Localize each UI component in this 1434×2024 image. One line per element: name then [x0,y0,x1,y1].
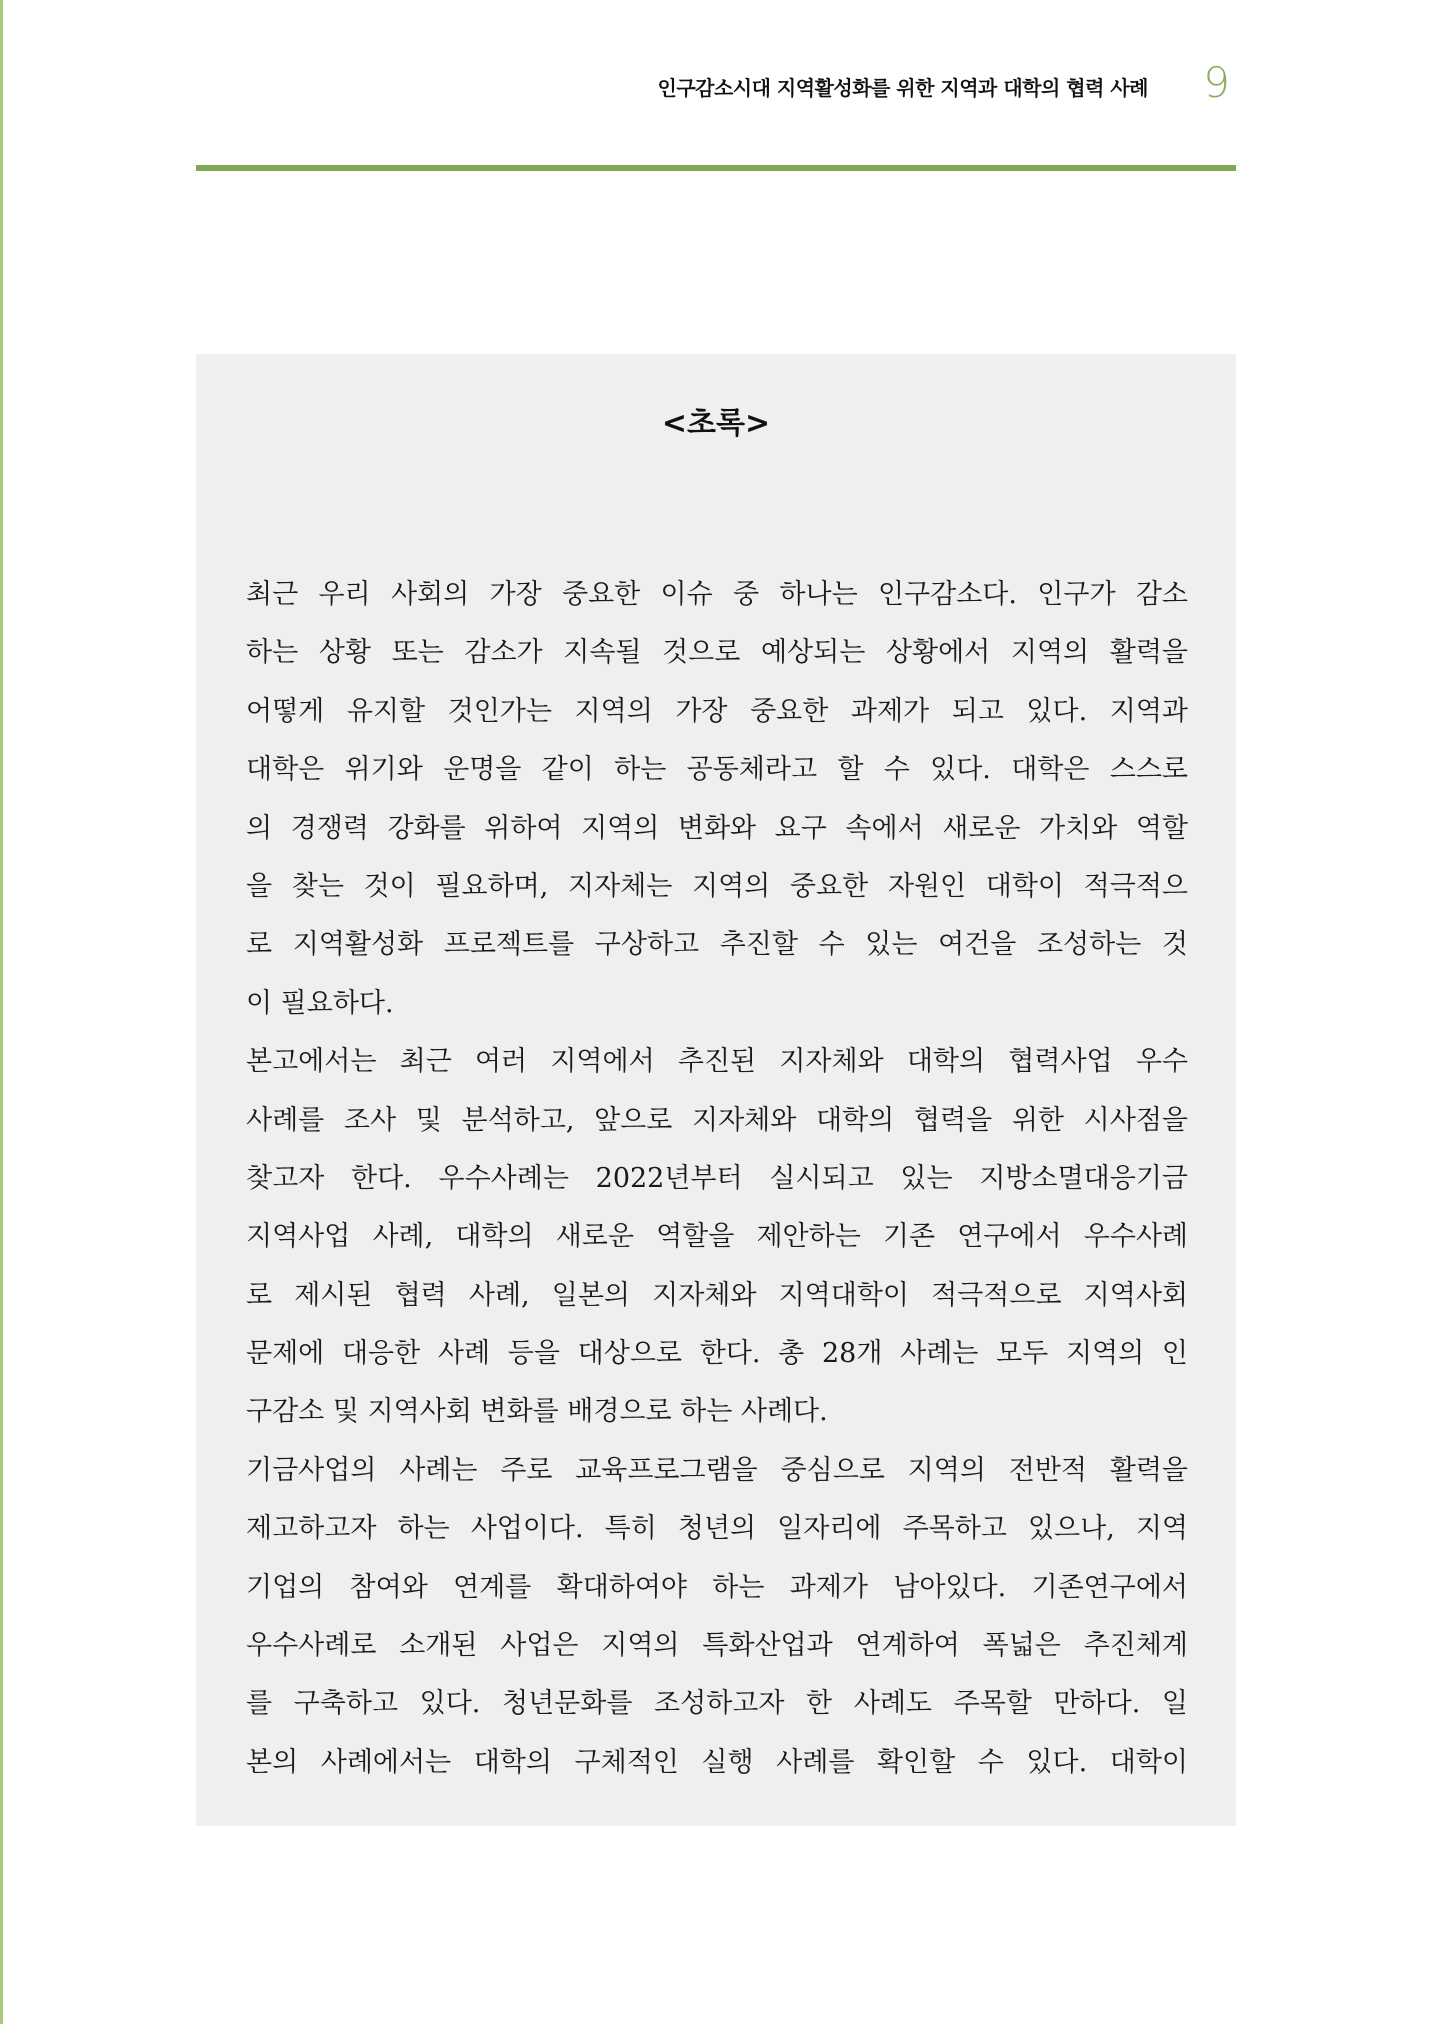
running-title: 인구감소시대 지역활성화를 위한 지역과 대학의 협력 사례 [657,76,1148,100]
abstract-line: 이 필요하다. [246,987,394,1019]
header-divider [196,165,1236,171]
abstract-line: 문제에 대응한 사례 등을 대상으로 한다. 총 28개 사례는 모두 지역의 인 [246,1338,1188,1370]
abstract-line: 기금사업의 사례는 주로 교육프로그램을 중심으로 지역의 전반적 활력을 [246,1454,1188,1486]
abstract-body [246,566,1188,1792]
abstract-line: 지역사업 사례, 대학의 새로운 역할을 제안하는 기존 연구에서 우수사례 [246,1221,1188,1253]
abstract-line: 로 지역활성화 프로젝트를 구상하고 추진할 수 있는 여건을 조성하는 것 [246,929,1188,961]
abstract-line: 구감소 및 지역사회 변화를 배경으로 하는 사례다. [246,1396,828,1428]
abstract-line: 하는 상황 또는 감소가 지속될 것으로 예상되는 상황에서 지역의 활력을 [246,637,1188,669]
abstract-line: 를 구축하고 있다. 청년문화를 조성하고자 한 사례도 주목할 만하다. 일 [246,1688,1188,1720]
abstract-line: 찾고자 한다. 우수사례는 2022년부터 실시되고 있는 지방소멸대응기금 [246,1162,1188,1194]
abstract-line: 로 제시된 협력 사례, 일본의 지자체와 지역대학이 적극적으로 지역사회 [246,1279,1188,1311]
abstract-line: 제고하고자 하는 사업이다. 특히 청년의 일자리에 주목하고 있으나, 지역 [246,1513,1188,1545]
abstract-line: 어떻게 유지할 것인가는 지역의 가장 중요한 과제가 되고 있다. 지역과 [246,695,1188,727]
page-number: 9 [1203,58,1230,107]
abstract-line: 사례를 조사 및 분석하고, 앞으로 지자체와 대학의 협력을 위한 시사점을 [246,1104,1188,1136]
left-margin-rule [0,0,3,2024]
abstract-line: 의 경쟁력 강화를 위하여 지역의 변화와 요구 속에서 새로운 가치와 역할 [246,812,1188,844]
abstract-line: 대학은 위기와 운명을 같이 하는 공동체라고 할 수 있다. 대학은 스스로 [246,754,1188,786]
abstract-line: 을 찾는 것이 필요하며, 지자체는 지역의 중요한 자원인 대학이 적극적으 [246,870,1188,902]
abstract-heading: <초록> [661,406,771,441]
abstract-line: 우수사례로 소개된 사업은 지역의 특화산업과 연계하여 폭넓은 추진체계 [246,1630,1188,1662]
abstract-line: 기업의 참여와 연계를 확대하여야 하는 과제가 남아있다. 기존연구에서 [246,1571,1188,1603]
abstract-box [196,354,1236,1826]
abstract-line: 본고에서는 최근 여러 지역에서 추진된 지자체와 대학의 협력사업 우수 [246,1046,1188,1078]
abstract-line: 최근 우리 사회의 가장 중요한 이슈 중 하나는 인구감소다. 인구가 감소 [246,579,1188,610]
running-header [196,58,1236,107]
abstract-line: 본의 사례에서는 대학의 구체적인 실행 사례를 확인할 수 있다. 대학이 [246,1746,1188,1778]
